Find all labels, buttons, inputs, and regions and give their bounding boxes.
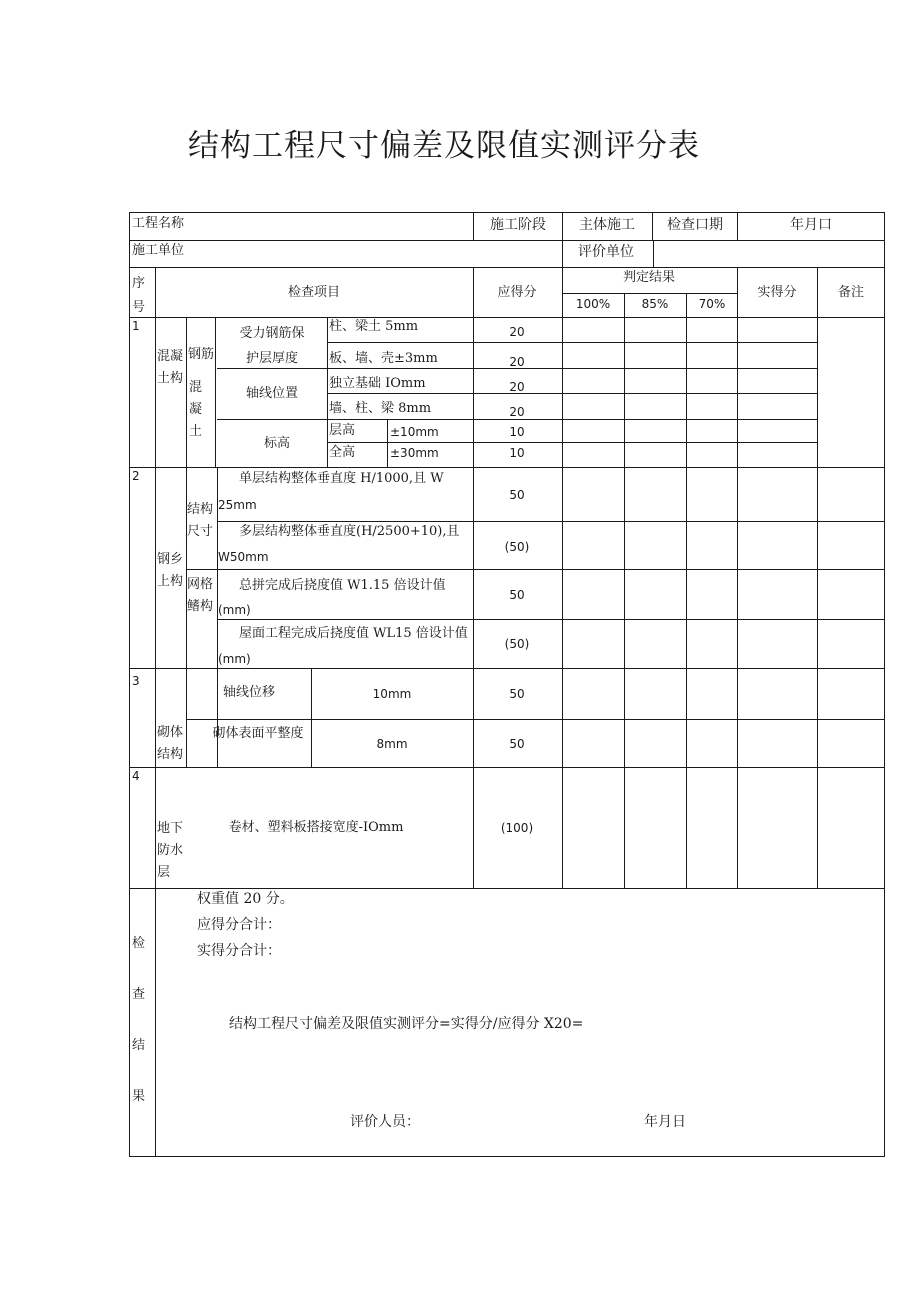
sec2-no: 2 xyxy=(132,469,140,483)
sec1-score: 20 xyxy=(509,380,525,394)
sec2-sub-size: 结构尺寸 xyxy=(187,502,214,539)
col-p100: 100% xyxy=(575,297,611,311)
sec2-score: (50) xyxy=(504,637,530,651)
sec2-sub-grid: 网格鳍构 xyxy=(187,577,214,614)
sec2-item2-b: W50mm xyxy=(218,550,269,564)
sec3-score: 50 xyxy=(509,737,525,751)
check-date-value: 年月口 xyxy=(790,217,832,233)
sec1-cover-r1: 柱、梁土 5mm xyxy=(329,319,419,334)
evaluator-unit-label: 评价单位 xyxy=(578,244,634,260)
actual-total-label: 实得分合计： xyxy=(197,943,281,959)
evaluation-date: 年月日 xyxy=(644,1114,686,1130)
sec2-item1-a: 单层结构整体垂直度 H/1000,且 W xyxy=(239,471,444,486)
sec1-sub-rebar: 钢筋 xyxy=(188,347,215,362)
sec4-item1: 卷材、塑料板搭接宽度-IOmm xyxy=(228,820,404,835)
sec1-axis-r2: 墙、柱、梁 8mm xyxy=(329,401,432,416)
sec3-item1-value: 10mm xyxy=(372,687,412,701)
sec2-item2-a: 多层结构整体垂直度(H/2500+10),且 xyxy=(239,524,460,539)
score-table xyxy=(129,212,885,1157)
sec2-score: 50 xyxy=(509,488,525,502)
check-result-label: 检查结果 xyxy=(132,936,146,1104)
sec1-sub-concrete: 混凝土 xyxy=(189,380,203,439)
sec1-score: 20 xyxy=(509,355,525,369)
page-title: 结构工程尺寸偏差及限值实测评分表 xyxy=(188,128,700,164)
col-seq-a: 序 xyxy=(132,276,146,291)
sec3-item1: 轴线位移 xyxy=(222,685,276,700)
stage-value: 主体施工 xyxy=(579,217,635,233)
sec3-item2: 砌体表面平整度 xyxy=(212,726,304,741)
sec3-no: 3 xyxy=(132,674,140,688)
sec3-item2-value: 8mm xyxy=(376,737,408,751)
sec1-elev-r2b: ±30mm xyxy=(390,446,439,460)
sec1-score: 10 xyxy=(509,446,525,460)
check-date-label: 检查口期 xyxy=(667,217,723,233)
sec2-item4-a: 屋面工程完成后挠度值 WL15 倍设计值 xyxy=(239,626,468,641)
sec1-axis-r1: 独立基础 IOmm xyxy=(329,376,426,391)
stage-label: 施工阶段 xyxy=(490,217,546,233)
due-total-label: 应得分合计： xyxy=(197,917,281,933)
sec2-score: (50) xyxy=(504,540,530,554)
col-score: 应得分 xyxy=(497,285,537,300)
sec1-cover-b: 护层厚度 xyxy=(245,351,299,366)
sec2-item3-a: 总拼完成后挠度值 W1.15 倍设计值 xyxy=(239,578,446,593)
sec1-score: 20 xyxy=(509,405,525,419)
col-p70: 70% xyxy=(698,297,726,311)
sec1-score: 20 xyxy=(509,325,525,339)
col-p85: 85% xyxy=(641,297,669,311)
builder-label: 施工单位 xyxy=(132,243,185,258)
sec2-item1-b: 25mm xyxy=(218,498,257,512)
col-seq-b: 号 xyxy=(132,300,146,315)
sec1-no: 1 xyxy=(132,319,140,333)
score-formula: 结构工程尺寸偏差及限值实测评分=实得分/应得分 X20= xyxy=(229,1016,584,1032)
sec3-score: 50 xyxy=(509,687,525,701)
col-actual: 实得分 xyxy=(757,285,797,300)
sec1-elev: 标高 xyxy=(263,436,291,451)
weight-text: 权重值 20 分。 xyxy=(197,891,294,907)
sec2-score: 50 xyxy=(509,588,525,602)
col-judge: 判定结果 xyxy=(622,270,676,285)
sec2-item4-b: (mm) xyxy=(218,652,251,666)
sec1-score: 10 xyxy=(509,425,525,439)
evaluator-label: 评价人员： xyxy=(350,1114,420,1130)
sec2-item3-b: (mm) xyxy=(218,603,251,617)
sec3-category: 砌体结构 xyxy=(157,725,184,762)
sec4-no: 4 xyxy=(132,769,140,783)
project-name-label: 工程名称 xyxy=(132,216,185,231)
sec1-elev-r1b: ±10mm xyxy=(390,425,439,439)
sec1-cover-a: 受力钢筋保 xyxy=(239,326,305,341)
sec1-category: 混凝土构 xyxy=(157,349,184,386)
sec1-elev-r2a: 全高 xyxy=(329,445,356,460)
sec4-score: (100) xyxy=(500,821,534,835)
sec4-category: 地下防水层 xyxy=(157,821,184,880)
sec1-cover-r2: 板、墙、壳±3mm xyxy=(329,351,438,366)
col-item: 检查项目 xyxy=(287,285,341,300)
sec1-elev-r1a: 层高 xyxy=(329,423,356,438)
sec2-category: 钢乡上构 xyxy=(157,552,184,589)
sec1-axis: 轴线位置 xyxy=(245,386,299,401)
col-remark: 备注 xyxy=(837,285,865,300)
